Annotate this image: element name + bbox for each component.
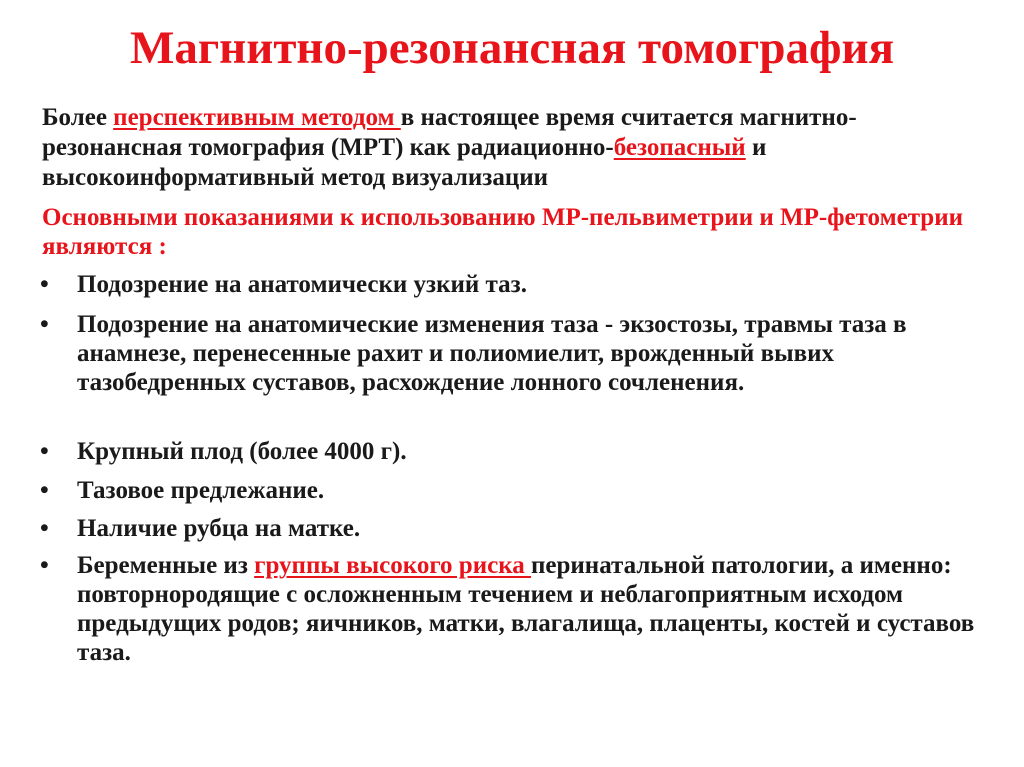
list-item-text: [77, 551, 977, 667]
list-item-text: Тазовое предлежание.: [77, 477, 325, 504]
bullet-icon: •: [40, 477, 49, 504]
intro-text-3: и высокоинформативный метод визуализации: [42, 134, 767, 191]
link-high-risk-group[interactable]: группы высокого риска: [254, 552, 531, 579]
intro-text-2: в настоящее время считается магнитно- резонансная томография (МРТ) как радиационно-: [42, 104, 857, 161]
list-item-text-post: перинатальной патологии, а именно: повторнородящие с осложненным течением и неблагоприятным исходом предыдущих родов; яичников, матки, влагалища, плаценты, костей и суставов таза.: [77, 552, 975, 666]
slide-title: Магнитно-резонансная томография: [129, 22, 895, 74]
bullet-icon: •: [40, 271, 49, 298]
link-safe[interactable]: безопасный: [613, 134, 746, 161]
indications-heading: Основными показаниями к использованию МР-пельвиметрии и МР-фетометрии являются :: [42, 204, 963, 260]
intro-text-1: Более: [42, 104, 114, 131]
link-perspective-method[interactable]: перспективным методом: [113, 104, 401, 131]
list-item-text-pre: Беременные из: [77, 552, 255, 579]
list-item-text: Подозрение на анатомически узкий таз.: [77, 271, 527, 298]
bullet-icon: •: [40, 552, 49, 579]
bullet-icon: •: [40, 438, 49, 465]
bullet-icon: •: [40, 311, 49, 338]
list-item-text: Подозрение на анатомические изменения таза - экзостозы, травмы таза в анамнезе, перенесенные рахит и полиомиелит, врожденный вывих тазобедренных суставов, расхождение лонного сочленения.: [77, 311, 907, 396]
list-item-text: Наличие рубца на матке.: [77, 515, 361, 542]
bullet-icon: •: [40, 515, 49, 542]
list-item-text: Крупный плод (более 4000 г).: [77, 438, 407, 465]
